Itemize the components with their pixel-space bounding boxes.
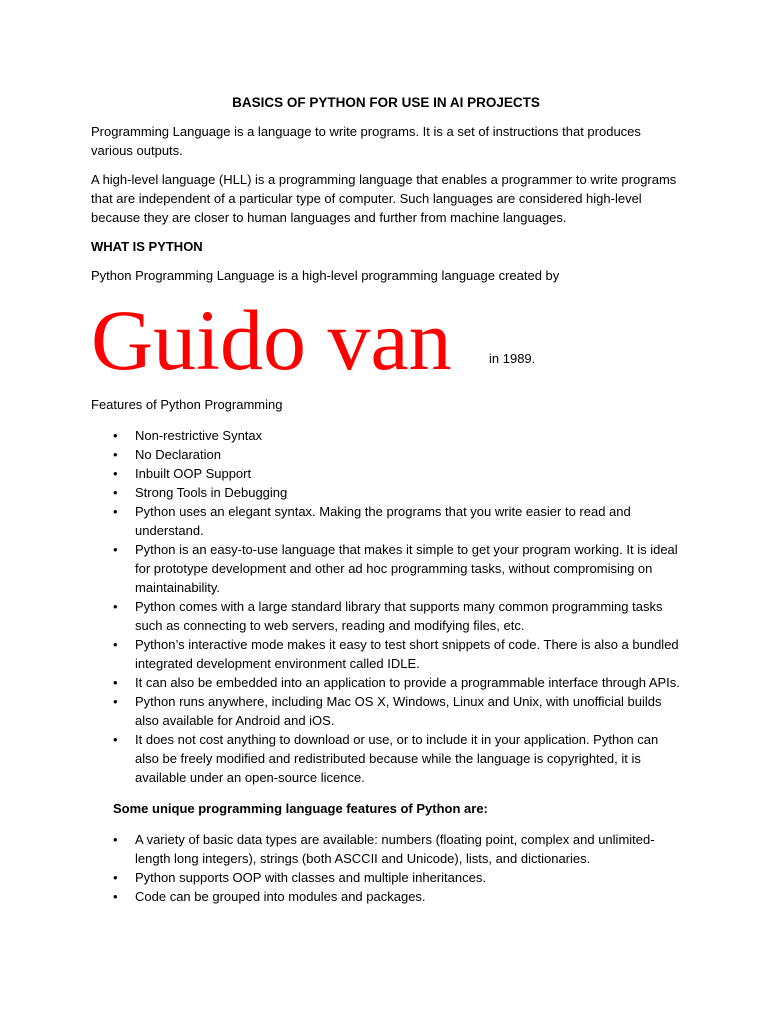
list-item-text: Python runs anywhere, including Mac OS X, Windows, Linux and Unix, with unofficial builds also available for Android and iOS.	[135, 694, 662, 728]
what-is-python-heading: WHAT IS PYTHON	[91, 239, 203, 254]
bullet-icon: •	[113, 599, 118, 614]
list-item	[91, 887, 681, 906]
list-item-text: Python uses an elegant syntax. Making the programs that you write easier to read and understand.	[135, 504, 631, 538]
list-item	[91, 426, 681, 445]
hll-paragraph: A high-level language (HLL) is a programming language that enables a programmer to write programs that are independent of a particular type of computer. Such languages are considered high-level because they are closer to human languages and further from machine languages.	[91, 172, 677, 225]
list-item-text: Python is an easy-to-use language that makes it simple to get your program working. It is ideal for prototype development and other ad hoc programming tasks, without compromising on maintainability.	[135, 542, 678, 595]
bullet-icon: •	[113, 870, 118, 885]
list-item-text: Inbuilt OOP Support	[135, 466, 252, 481]
list-item	[91, 830, 681, 868]
bullet-icon: •	[113, 675, 118, 690]
created-by-text: Python Programming Language is a high-level programming language created by	[91, 268, 560, 283]
list-item-text: Non-restrictive Syntax	[135, 428, 263, 443]
list-item-text: It can also be embedded into an application to provide a programmable interface through APIs.	[135, 675, 680, 690]
list-item	[91, 502, 681, 540]
bullet-icon: •	[113, 637, 118, 652]
list-item-text: Code can be grouped into modules and packages.	[135, 889, 426, 904]
bullet-icon: •	[113, 832, 118, 847]
creator-line	[91, 292, 681, 388]
list-item	[91, 445, 681, 464]
intro-paragraph: Programming Language is a language to write programs. It is a set of instructions that produces various outputs.	[91, 124, 641, 158]
list-item-text: A variety of basic data types are available: numbers (floating point, complex and unlimited-length long integers), strings (both ASCCII and Unicode), lists, and dictionaries.	[135, 832, 655, 866]
list-item-text: Python’s interactive mode makes it easy to test short snippets of code. There is also a bundled integrated development environment called IDLE.	[135, 637, 679, 671]
bullet-icon: •	[113, 889, 118, 904]
bullet-icon: •	[113, 447, 118, 462]
list-item	[91, 673, 681, 692]
bullet-icon: •	[113, 466, 118, 481]
features-list	[91, 426, 681, 787]
list-item	[91, 483, 681, 502]
creator-year: in 1989.	[489, 351, 536, 366]
bullet-icon: •	[113, 694, 118, 709]
unique-features-list	[91, 830, 681, 906]
list-item-text: Python comes with a large standard library that supports many common programming tasks such as connecting to web servers, reading and modifying files, etc.	[135, 599, 663, 633]
list-item	[91, 464, 681, 483]
bullet-icon: •	[113, 428, 118, 443]
document-body	[91, 93, 681, 918]
list-item	[91, 868, 681, 887]
list-item	[91, 635, 681, 673]
list-item-text: No Declaration	[135, 447, 221, 462]
list-item-text: Strong Tools in Debugging	[135, 485, 288, 500]
list-item	[91, 540, 681, 597]
list-item-text: It does not cost anything to download or use, or to include it in your application. Python can also be freely modified and redistributed because while the language is copyrighted, it is available under an open-source licence.	[135, 732, 659, 785]
list-item	[91, 692, 681, 730]
creator-name: Guido van	[91, 292, 452, 388]
bullet-icon: •	[113, 732, 118, 747]
bullet-icon: •	[113, 504, 118, 519]
list-item-text: Python supports OOP with classes and multiple inheritances.	[135, 870, 486, 885]
document-title: BASICS OF PYTHON FOR USE IN AI PROJECTS	[232, 95, 540, 110]
bullet-icon: •	[113, 542, 118, 557]
features-heading: Features of Python Programming	[91, 397, 283, 412]
list-item	[91, 730, 681, 787]
bullet-icon: •	[113, 485, 118, 500]
list-item	[91, 597, 681, 635]
unique-features-heading: Some unique programming language features of Python are:	[113, 801, 488, 816]
